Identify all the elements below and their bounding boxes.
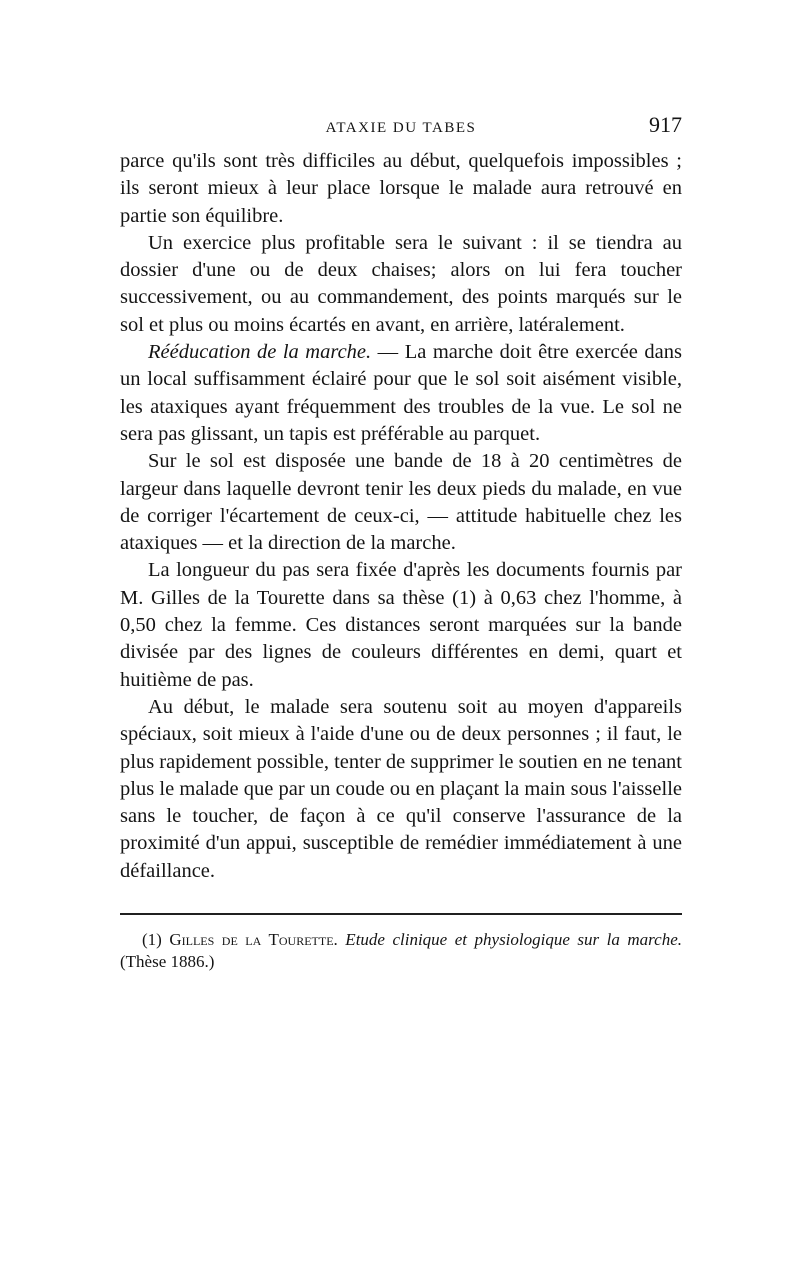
paragraph-continuation: parce qu'ils sont très difficiles au début, quelquefois impossibles ; ils seront mieux à leur place lorsque le malade aura retrouvé en partie son équilibre.	[120, 150, 682, 227]
paragraph-support: Au début, le malade sera soutenu soit au moyen d'appareils spéciaux, soit mieux à l'aide d'une ou de deux personnes ; il faut, le plus rapidement possible, tenter de supprimer le soutien en ne tenant plus le malade que par un coude ou en plaçant la main sous l'aisselle sans le toucher, de façon à ce qu'il conserve l'assurance de la proximité d'un appui, susceptible de remédier immédiatement à une défaillance.	[120, 695, 682, 882]
body-text	[120, 148, 682, 885]
footnote	[120, 929, 682, 973]
footnote-rule	[120, 913, 682, 915]
paragraph-step-length: La longueur du pas sera fixée d'après les documents fournis par M. Gilles de la Tourette dans sa thèse (1) à 0,63 chez l'homme, à 0,50 chez la femme. Ces distances seront marquées sur la bande divisée par des lignes de couleurs différentes en demi, quart et huitième de pas.	[120, 559, 682, 691]
footnote-author: Gilles de la Tourette.	[169, 930, 338, 950]
footnote-title: Etude clinique et physiologique sur la marche.	[337, 930, 682, 950]
book-page	[120, 108, 682, 973]
paragraph-exercise: Un exercice plus profitable sera le suivant : il se tiendra au dossier d'une ou de deux chaises; alors on lui fera toucher successivement, ou au commandement, des points marqués sur le sol et plus ou moins écartés en avant, en arrière, latéralement.	[120, 231, 682, 336]
footnote-note: (Thèse 1886.)	[120, 952, 215, 972]
running-title: ATAXIE DU TABES	[325, 120, 477, 136]
section-heading: Rééducation de la marche.	[148, 341, 372, 364]
section-text: — La marche doit être exercée dans un local suffisamment éclairé pour que le sol soit aisément visible, les ataxiques ayant fréquemment des troubles de la vue. Le sol ne sera pas glissant, un tapis est préférable au parquet.	[120, 341, 682, 445]
paragraph-band: Sur le sol est disposée une bande de 18 à 20 centimètres de largeur dans laquelle devront tenir les deux pieds du malade, en vue de corriger l'écartement de ceux-ci, — attitude habituelle chez les ataxiques — et la direction de la marche.	[120, 450, 682, 555]
page-number: 917	[649, 112, 682, 137]
paragraph-walking-reeducation	[120, 339, 682, 448]
footnote-number: (1)	[142, 930, 170, 950]
running-head	[120, 108, 682, 148]
